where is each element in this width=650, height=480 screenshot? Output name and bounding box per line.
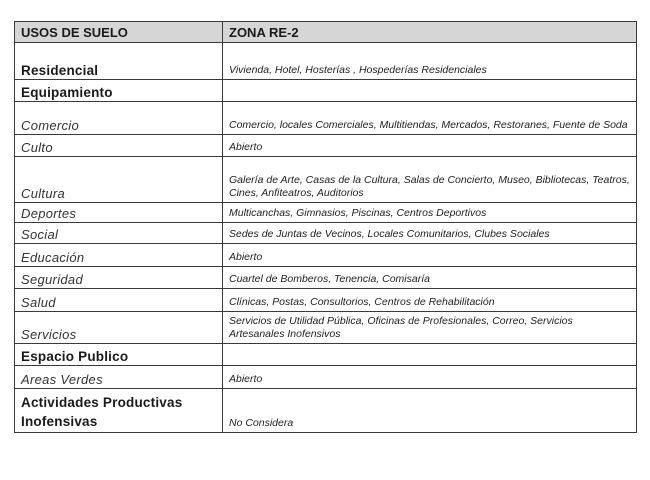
table-row (15, 389, 637, 433)
row-label-equipamiento: Equipamiento (15, 80, 223, 102)
row-value-culto: Abierto (223, 135, 637, 157)
table-row (15, 344, 637, 366)
table-row (15, 244, 637, 267)
table-row (15, 80, 637, 102)
header-zona-re2: ZONA RE-2 (223, 22, 637, 43)
row-value-comercio: Comercio, locales Comerciales, Multitiendas, Mercados, Restoranes, Fuente de Soda (223, 102, 637, 135)
row-label-actividades-productivas: Actividades Productivas Inofensivas (15, 389, 223, 433)
table-row (15, 223, 637, 244)
row-label-educacion: Educación (15, 244, 223, 267)
row-value-actividades-productivas: No Considera (223, 389, 637, 433)
row-value-seguridad: Cuartel de Bomberos, Tenencia, Comisaría (223, 267, 637, 289)
row-value-social: Sedes de Juntas de Vecinos, Locales Comunitarios, Clubes Sociales (223, 223, 637, 244)
row-value-educacion: Abierto (223, 244, 637, 267)
row-label-social: Social (15, 223, 223, 244)
row-label-residencial: Residencial (15, 43, 223, 80)
table-row (15, 43, 637, 80)
row-label-espacio-publico: Espacio Publico (15, 344, 223, 366)
row-label-areas-verdes: Areas Verdes (15, 366, 223, 389)
row-label-cultura: Cultura (15, 157, 223, 203)
row-label-culto: Culto (15, 135, 223, 157)
row-value-cultura: Galería de Arte, Casas de la Cultura, Salas de Concierto, Museo, Bibliotecas, Teatros, Cines, Anfiteatros, Auditorios (223, 157, 637, 203)
row-value-deportes: Multicanchas, Gimnasios, Piscinas, Centros Deportivos (223, 203, 637, 223)
row-label-deportes: Deportes (15, 203, 223, 223)
row-label-seguridad: Seguridad (15, 267, 223, 289)
table-row (15, 203, 637, 223)
land-use-table (14, 21, 637, 433)
header-usos-de-suelo: USOS DE SUELO (15, 22, 223, 43)
row-label-salud: Salud (15, 289, 223, 312)
table-row (15, 366, 637, 389)
row-value-residencial: Vivienda, Hotel, Hosterías , Hospederías Residenciales (223, 43, 637, 80)
table-row (15, 157, 637, 203)
table-row (15, 135, 637, 157)
row-value-salud: Clínicas, Postas, Consultorios, Centros de Rehabilitación (223, 289, 637, 312)
row-label-servicios: Servicios (15, 312, 223, 344)
table-row (15, 312, 637, 344)
row-value-espacio-publico (223, 344, 637, 366)
table-row (15, 102, 637, 135)
row-value-equipamiento (223, 80, 637, 102)
row-label-comercio: Comercio (15, 102, 223, 135)
table-row (15, 267, 637, 289)
table-row (15, 289, 637, 312)
row-value-areas-verdes: Abierto (223, 366, 637, 389)
row-value-servicios: Servicios de Utilidad Pública, Oficinas de Profesionales, Correo, Servicios Artesanales Inofensivos (223, 312, 637, 344)
table-header-row (15, 22, 637, 43)
